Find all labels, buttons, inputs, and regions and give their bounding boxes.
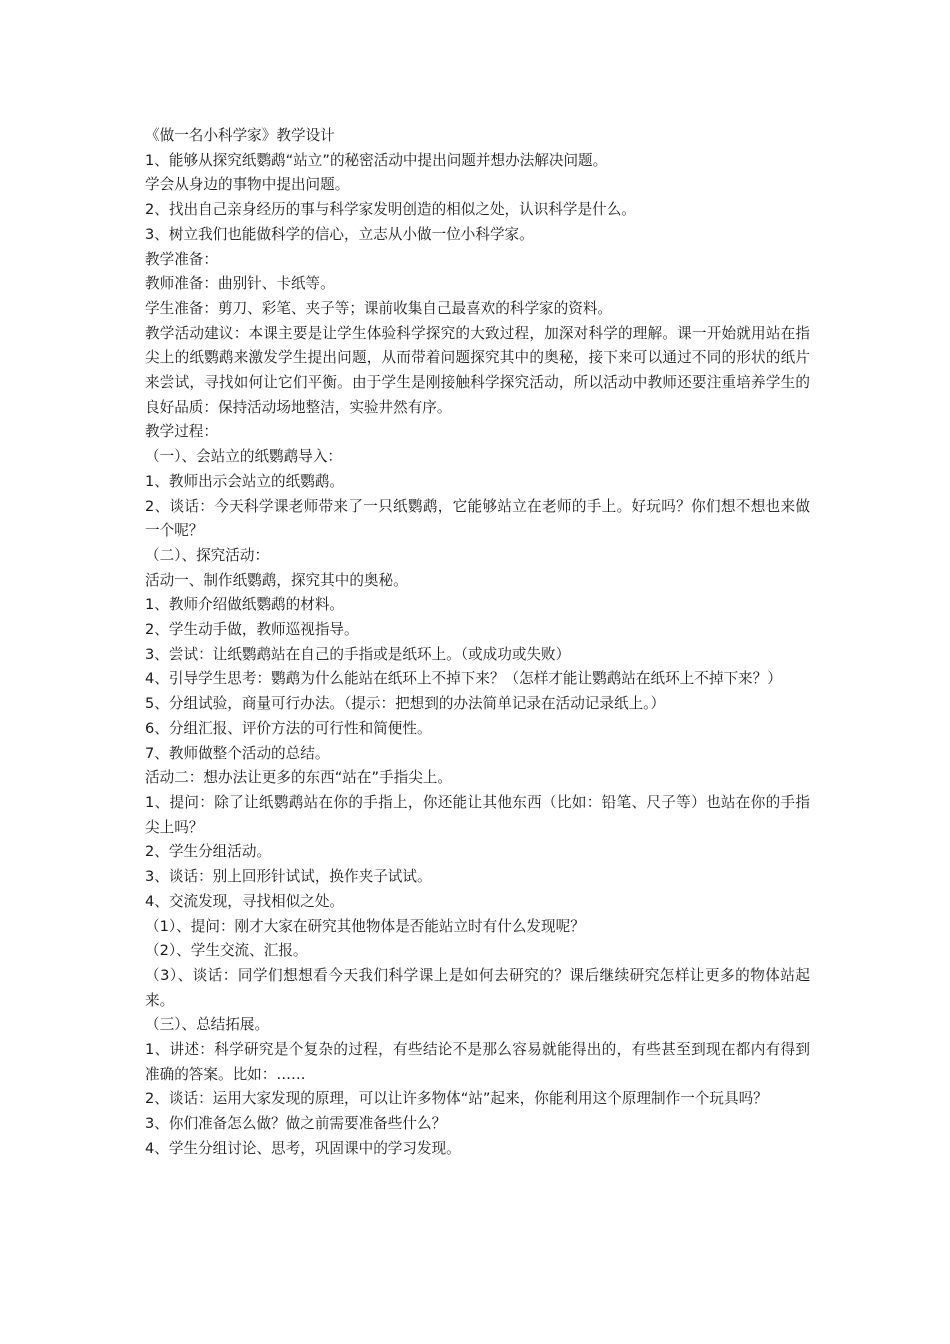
- list-item: 5、分组试验，商量可行办法。（提示：把想到的办法简单记录在活动记录纸上。）: [145, 695, 666, 713]
- list-item: 7、教师做整个活动的总结。: [145, 744, 330, 762]
- section-heading-process: 教学过程：: [145, 423, 218, 441]
- activity-heading-2: 活动二：想办法让更多的东西“站在”手指尖上。: [145, 769, 452, 787]
- list-item: 3、谈话：别上回形针试试，换作夹子试试。: [145, 868, 432, 886]
- section-heading-preparation: 教学准备：: [145, 250, 218, 268]
- subsection-heading-1: （一）、会站立的纸鹦鹉导入：: [145, 448, 343, 466]
- subsection-heading-2: （二）、探究活动：: [145, 546, 270, 564]
- list-item: 2、学生分组活动。: [145, 843, 272, 861]
- list-item: 3、你们准备怎么做？做之前需要准备些什么？: [145, 1115, 447, 1133]
- list-item: 2、谈话：运用大家发现的原理，可以让许多物体“站”起来，你能利用这个原理制作一个玩具吗？: [145, 1090, 768, 1108]
- list-item: 1、教师出示会站立的纸鹦鹉。: [145, 472, 345, 490]
- list-item: 1、讲述：科学研究是个复杂的过程，有些结论不是那么容易就能得出的，有些甚至到现在都内有得到准确的答案。比如：……: [145, 1041, 810, 1083]
- sub-list-item: （1）、提问：刚才大家在研究其他物体是否能站立时有什么发现呢？: [145, 917, 585, 935]
- activity-heading-1: 活动一、制作纸鹦鹉，探究其中的奥秘。: [145, 571, 408, 589]
- document-title: 《做一名小科学家》教学设计: [145, 127, 335, 144]
- student-preparation: 学生准备：剪刀、彩笔、夹子等；课前收集自己最喜欢的科学家的资料。: [145, 299, 613, 317]
- teacher-preparation: 教师准备：曲别针、卡纸等。: [145, 275, 335, 293]
- objective-3: 3、树立我们也能做科学的信心，立志从小做一位小科学家。: [145, 225, 534, 243]
- activity-suggestion-paragraph: 教学活动建议：本课主要是让学生体验科学探究的大致过程，加深对科学的理解。课一开始就用站在指尖上的纸鹦鹉来激发学生提出问题，从而带着问题探究其中的奥秘，接下来可以通过不同的形状的纸片来尝试，寻找如何让它们平衡。由于学生是刚接触科学探究活动，所以活动中教师还要注重培养学生的良好品质：保持活动场地整洁，实验井然有序。: [145, 324, 810, 416]
- list-item: 1、教师介绍做纸鹦鹉的材料。: [145, 596, 345, 614]
- sub-list-item: （3）、谈话：同学们想想看今天我们科学课上是如何去研究的？课后继续研究怎样让更多的物体站起来。: [145, 966, 810, 1009]
- list-item: 6、分组汇报、评价方法的可行性和简便性。: [145, 719, 432, 737]
- objective-2: 2、找出自己亲身经历的事与科学家发明创造的相似之处，认识科学是什么。: [145, 201, 636, 219]
- list-item: 3、尝试：让纸鹦鹉站在自己的手指或是纸环上。（或成功或失败）: [145, 645, 571, 663]
- sub-list-item: （2）、学生交流、汇报。: [145, 942, 308, 960]
- list-item: 4、学生分组讨论、思考，巩固课中的学习发现。: [145, 1139, 461, 1157]
- objective-1: 1、能够从探究纸鹦鹉“站立”的秘密活动中提出问题并想办法解决问题。: [145, 151, 608, 169]
- subsection-heading-3: （三）、总结拓展。: [145, 1016, 270, 1034]
- list-item: 1、提问：除了让纸鹦鹉站在你的手指上，你还能让其他东西（比如：铅笔、尺子等）也站在你的手指尖上吗？: [145, 793, 810, 836]
- list-item: 2、谈话：今天科学课老师带来了一只纸鹦鹉，它能够站立在老师的手上。好玩吗？你们想不想也来做一个呢？: [145, 497, 810, 540]
- list-item: 4、引导学生思考：鹦鹉为什么能站在纸环上不掉下来？（怎样才能让鹦鹉站在纸环上不掉下来？）: [145, 670, 782, 688]
- objective-1-sub: 学会从身边的事物中提出问题。: [145, 176, 350, 194]
- list-item: 2、学生动手做，教师巡视指导。: [145, 621, 359, 639]
- list-item: 4、交流发现，寻找相似之处。: [145, 892, 345, 910]
- document-body: [145, 124, 810, 1162]
